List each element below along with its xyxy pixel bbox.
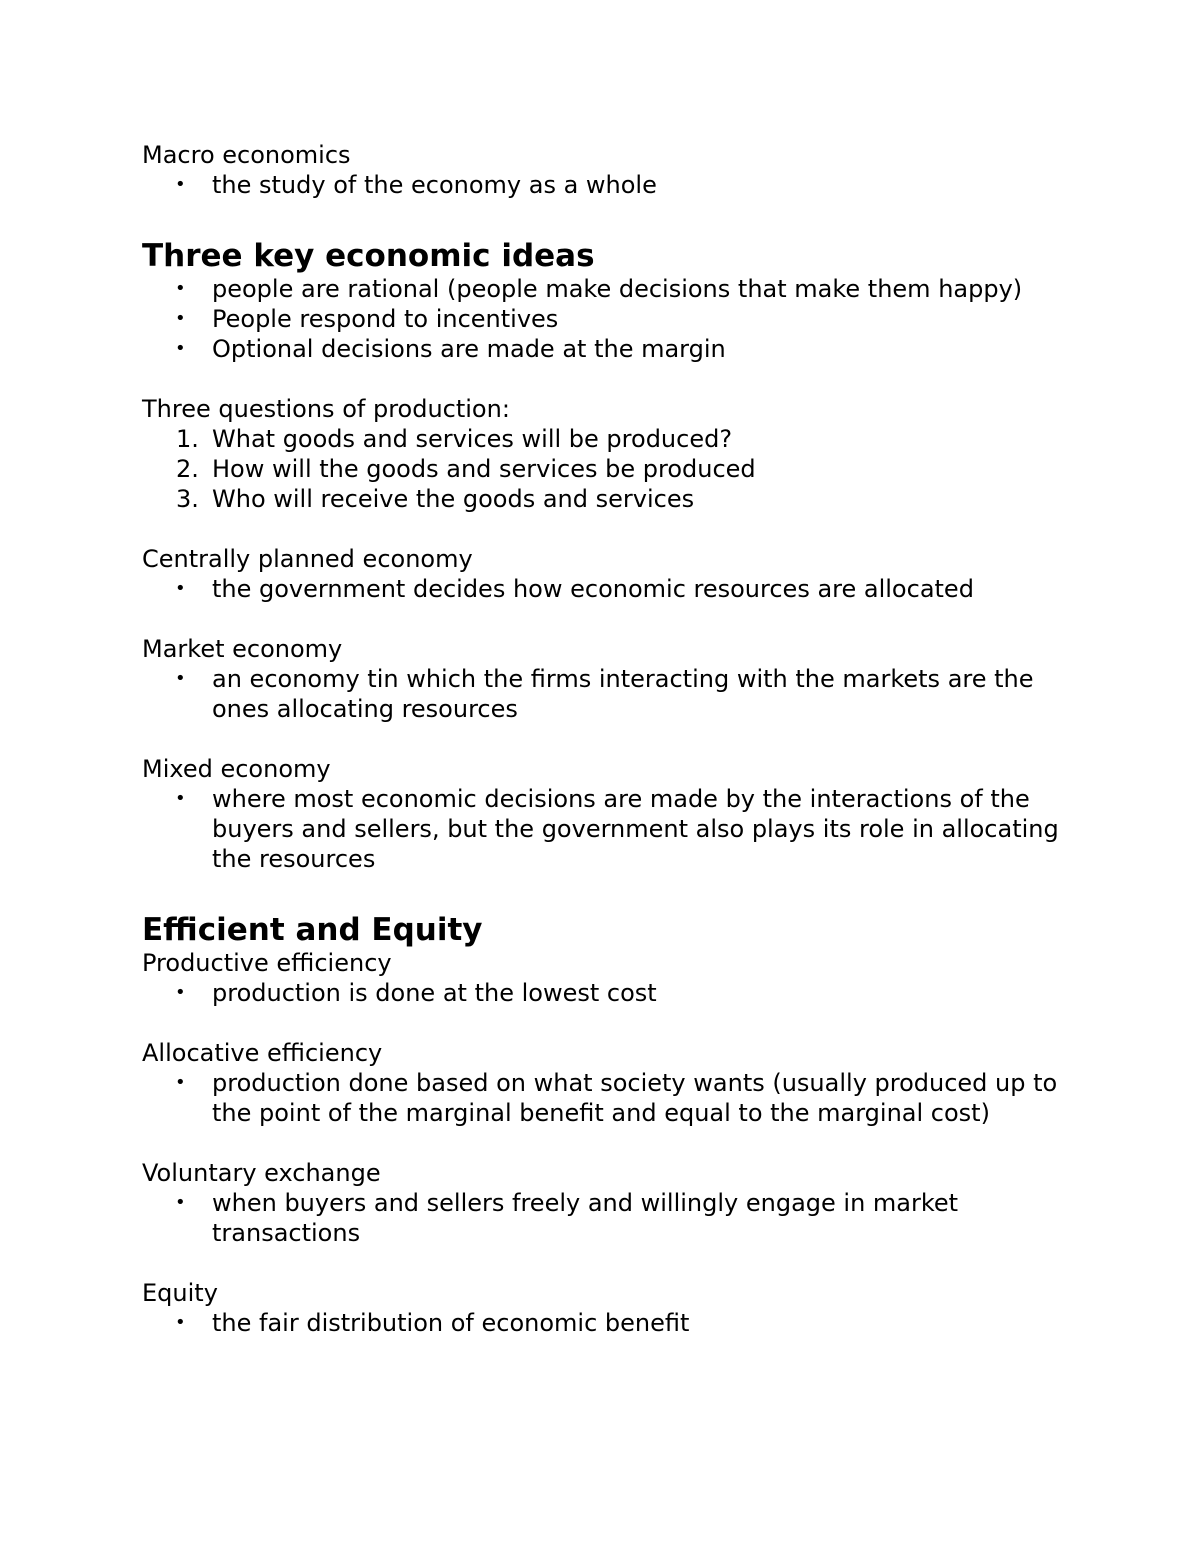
term-voluntary-exchange: Voluntary exchange xyxy=(142,1159,381,1187)
bullet-list xyxy=(142,664,1062,724)
term-market-economy: Market economy xyxy=(142,635,343,663)
list-item: • the government decides how economic resources are allocated xyxy=(142,574,1062,604)
list-item: • Optional decisions are made at the margin xyxy=(142,334,1062,364)
term-centrally-planned-economy: Centrally planned economy xyxy=(142,545,473,573)
term-productive-efficiency: Productive efficiency xyxy=(142,949,392,977)
heading-efficient-and-equity: Efficient and Equity xyxy=(142,912,483,948)
term-equity: Equity xyxy=(142,1279,218,1307)
term-three-questions: Three questions of production: xyxy=(142,395,510,423)
list-item-text: Who will receive the goods and services xyxy=(212,485,695,513)
bullet-list xyxy=(142,1308,1062,1338)
term-mixed-economy: Mixed economy xyxy=(142,755,331,783)
document-page xyxy=(142,140,1062,1338)
bullet-list xyxy=(142,978,1062,1008)
list-item-text: How will the goods and services be produced xyxy=(212,455,756,483)
list-item xyxy=(142,424,1062,454)
list-item: • where most economic decisions are made by the interactions of the buyers and sellers, but the government also plays its role in allocating the resources xyxy=(142,784,1062,874)
list-item: • production done based on what society wants (usually produced up to the point of the marginal benefit and equal to the marginal cost) xyxy=(142,1068,1062,1128)
list-item xyxy=(142,484,1062,514)
list-number: 3. xyxy=(176,485,199,513)
list-number: 1. xyxy=(176,425,199,453)
numbered-list xyxy=(142,424,1062,514)
list-item xyxy=(142,454,1062,484)
list-item: • people are rational (people make decisions that make them happy) xyxy=(142,274,1062,304)
list-item-text: What goods and services will be produced? xyxy=(212,425,733,453)
heading-three-key-economic-ideas: Three key economic ideas xyxy=(142,238,595,274)
list-item: • the fair distribution of economic benefit xyxy=(142,1308,1062,1338)
list-number: 2. xyxy=(176,455,199,483)
list-item: • an economy tin which the firms interacting with the markets are the ones allocating resources xyxy=(142,664,1062,724)
bullet-list xyxy=(142,274,1062,364)
term-macro-economics: Macro economics xyxy=(142,141,351,169)
bullet-list xyxy=(142,1188,1062,1248)
bullet-list xyxy=(142,1068,1062,1128)
bullet-list xyxy=(142,574,1062,604)
list-item: • People respond to incentives xyxy=(142,304,1062,334)
bullet-list xyxy=(142,170,1062,200)
list-item: • production is done at the lowest cost xyxy=(142,978,1062,1008)
list-item: • the study of the economy as a whole xyxy=(142,170,1062,200)
term-allocative-efficiency: Allocative efficiency xyxy=(142,1039,383,1067)
bullet-list xyxy=(142,784,1062,874)
list-item: • when buyers and sellers freely and willingly engage in market transactions xyxy=(142,1188,1062,1248)
